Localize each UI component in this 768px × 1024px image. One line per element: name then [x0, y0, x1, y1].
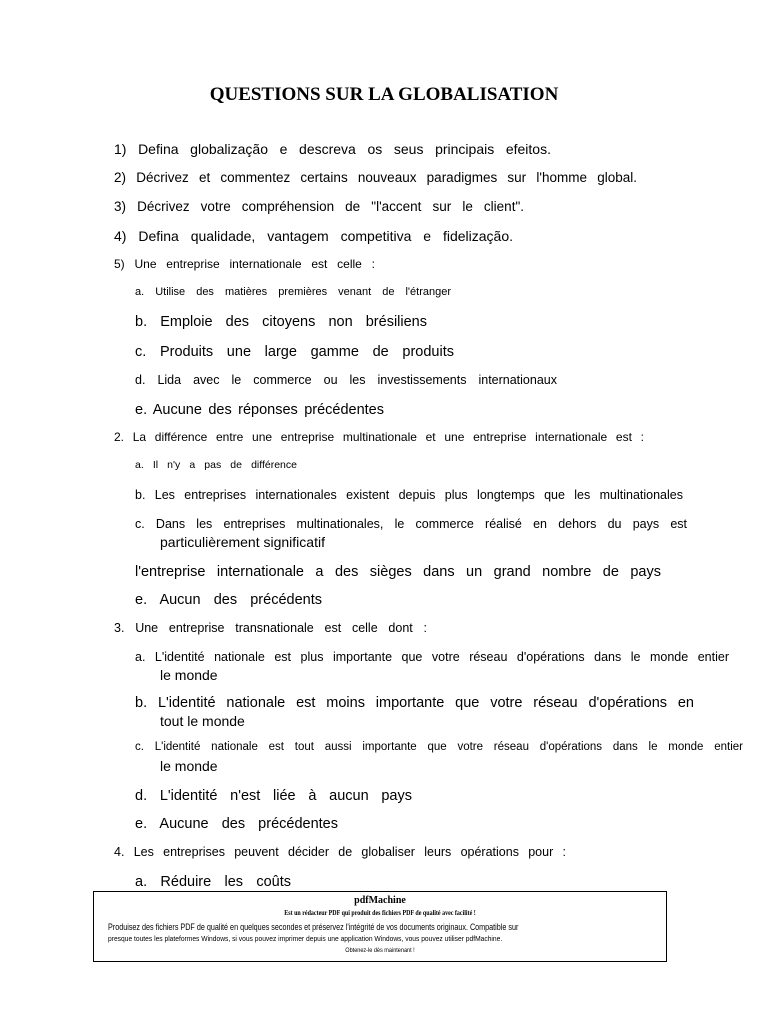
question-mcq-2-option-d: l'entreprise internationale a des sièges dans un grand nombre de pays — [135, 564, 661, 580]
question-mcq-3-option-b: b. L'identité nationale est moins importante que votre réseau d'opérations en — [135, 695, 694, 711]
question-mcq-3-stem: 3. Une entreprise transnationale est celle dont : — [114, 621, 427, 635]
question-mcq-2-stem: 2. La différence entre une entreprise multinationale et une entreprise internationale est : — [114, 430, 644, 444]
question-5-option-d: d. Lida avec le commerce ou les investissements internationaux — [135, 373, 557, 387]
question-5-stem: 5) Une entreprise internationale est celle : — [114, 257, 375, 271]
question-mcq-3-option-a: a. L'identité nationale est plus importante que votre réseau d'opérations dans le monde entier — [135, 650, 729, 664]
question-mcq-2-option-c: c. Dans les entreprises multinationales, le commerce réalisé en dehors du pays est — [135, 517, 687, 531]
question-mcq-2-option-c-continuation: particulièrement significatif — [160, 534, 325, 550]
question-mcq-3-option-d: d. L'identité n'est liée à aucun pays — [135, 788, 412, 804]
question-mcq-4-option-a: a. Réduire les coûts — [135, 874, 291, 890]
question-mcq-3-option-b-continuation: tout le monde — [160, 713, 245, 729]
question-2: 2) Décrivez et commentez certains nouveaux paradigmes sur l'homme global. — [114, 170, 637, 185]
question-mcq-2-option-a: a. Il n'y a pas de différence — [135, 459, 297, 471]
question-mcq-3-option-c: c. L'identité nationale est tout aussi importante que votre réseau d'opérations dans le monde entier — [135, 741, 743, 753]
page-title: QUESTIONS SUR LA GLOBALISATION — [209, 84, 559, 105]
footer-tagline: Est un rédacteur PDF qui produit des fichiers PDF de qualité avec facilité ! — [284, 908, 476, 917]
question-mcq-2-option-e: e. Aucun des précédents — [135, 592, 322, 608]
footer-brand: pdfMachine — [354, 895, 406, 906]
question-mcq-3-option-c-continuation: le monde — [160, 758, 218, 774]
footer-body-line-1: Produisez des fichiers PDF de qualité en quelques secondes et préservez l'intégrité de vos documents originaux. Compatible sur — [108, 922, 519, 932]
question-mcq-2-option-b: b. Les entreprises internationales existent depuis plus longtemps que les multinationales — [135, 488, 683, 502]
question-mcq-4-stem: 4. Les entreprises peuvent décider de globaliser leurs opérations pour : — [114, 845, 566, 859]
question-5-option-e: e. Aucune des réponses précédentes — [135, 402, 384, 418]
pdfmachine-footer-banner — [93, 891, 667, 962]
question-mcq-3-option-e: e. Aucune des précédentes — [135, 816, 338, 832]
question-3: 3) Décrivez votre compréhension de "l'accent sur le client". — [114, 199, 524, 214]
question-1: 1) Defina globalização e descreva os seus principais efeitos. — [114, 141, 551, 157]
footer-body-line-2: presque toutes les plateformes Windows, si vous pouvez imprimer depuis une application Windows, vous pouvez utiliser pdfMachine. — [108, 934, 503, 943]
question-mcq-3-option-a-continuation: le monde — [160, 667, 218, 683]
question-5-option-c: c. Produits une large gamme de produits — [135, 344, 454, 360]
footer-call-to-action: Obtenez-le dès maintenant ! — [345, 947, 415, 954]
question-5-option-b: b. Emploie des citoyens non brésiliens — [135, 314, 427, 330]
question-4: 4) Defina qualidade, vantagem competitiva e fidelização. — [114, 228, 513, 244]
question-5-option-a: a. Utilise des matières premières venant de l'étranger — [135, 286, 451, 298]
